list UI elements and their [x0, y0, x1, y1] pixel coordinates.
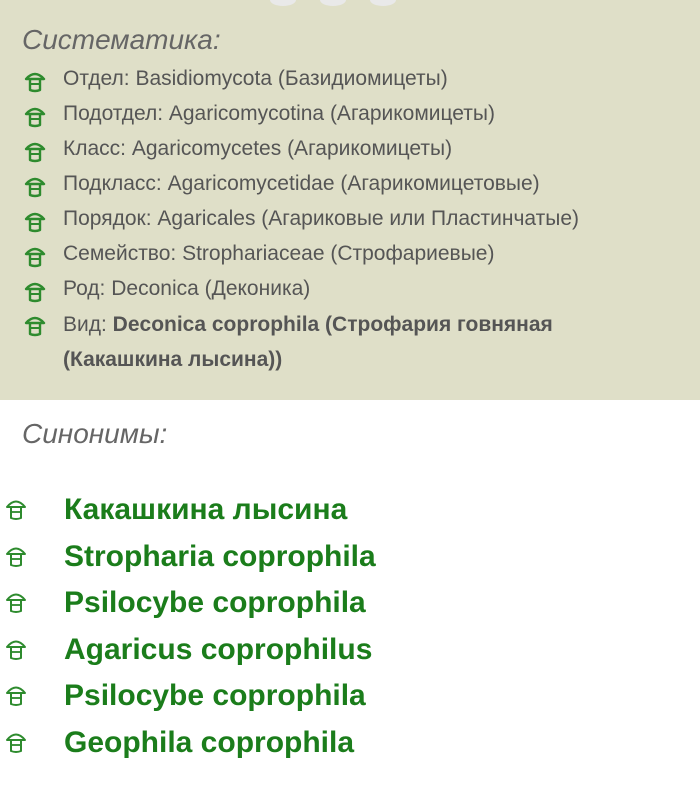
systematics-label: Подкласс:: [63, 172, 162, 195]
systematics-item-family: [0, 239, 700, 274]
synonym-name: Какашкина лысина: [64, 493, 348, 526]
systematics-panel: [0, 10, 700, 400]
systematics-value: Deconica (Деконика): [111, 277, 311, 300]
decorative-bump: [370, 0, 396, 6]
systematics-label: Подотдел:: [63, 102, 164, 125]
systematics-label: Класс:: [63, 137, 126, 160]
systematics-value: Agaricales (Агариковые или Пластинчатые): [157, 207, 579, 230]
synonyms-title: Синонимы:: [22, 418, 168, 449]
mushroom-icon: [24, 244, 46, 268]
systematics-item-subclass: [0, 169, 700, 204]
mushroom-icon: [24, 139, 46, 163]
synonym-item: [0, 630, 700, 677]
synonym-name: Geophila coprophila: [64, 725, 355, 759]
systematics-label: Семейство:: [63, 242, 177, 265]
mushroom-icon: [24, 209, 46, 233]
systematics-title: Систематика:: [22, 24, 221, 55]
mushroom-icon: [5, 589, 27, 615]
systematics-label: Порядок:: [63, 207, 152, 230]
systematics-value: Basidiomycota (Базидиомицеты): [135, 67, 448, 90]
mushroom-icon: [5, 729, 27, 755]
synonyms-list: [0, 490, 700, 769]
mushroom-icon: [5, 496, 27, 522]
synonym-item: [0, 583, 700, 630]
decorative-bump: [270, 0, 296, 6]
synonym-name: Stropharia coprophila: [64, 539, 376, 573]
systematics-value: Agaricomycetes (Агарикомицеты): [131, 137, 453, 160]
synonym-item: [0, 676, 700, 723]
systematics-item-genus: [0, 274, 700, 309]
systematics-item-division: [0, 64, 700, 99]
systematics-item-order: [0, 204, 700, 239]
decorative-bump: [320, 0, 346, 6]
mushroom-icon: [5, 543, 27, 569]
synonym-item: [0, 723, 700, 770]
systematics-value: Strophariaceae (Строфариевые): [182, 242, 495, 265]
mushroom-icon: [24, 279, 46, 303]
mushroom-icon: [24, 104, 46, 128]
synonym-name: Agaricus coprophilus: [64, 632, 373, 666]
mushroom-icon: [24, 313, 46, 337]
synonym-name: Psilocybe coprophila: [64, 586, 366, 619]
systematics-value: Deconica coprophila (Строфария говняная (Какашкина лысина)): [63, 313, 553, 371]
top-strip: [0, 0, 700, 10]
systematics-item-species: [0, 307, 663, 377]
mushroom-icon: [24, 69, 46, 93]
systematics-value: Agaricomycotina (Агарикомицеты): [168, 102, 495, 125]
synonym-item: [0, 490, 700, 537]
synonym-item: [0, 537, 700, 584]
systematics-item-class: [0, 134, 700, 169]
mushroom-icon: [5, 636, 27, 662]
mushroom-icon: [24, 174, 46, 198]
systematics-value: Agaricomycetidae (Агарикомицетовые): [167, 172, 540, 195]
systematics-label: Род:: [63, 277, 106, 300]
systematics-item-subdivision: [0, 99, 700, 134]
synonym-name: Psilocybe coprophila: [64, 679, 366, 712]
systematics-label: Вид:: [63, 313, 107, 336]
systematics-list: [0, 64, 700, 379]
systematics-label: Отдел:: [63, 67, 130, 90]
mushroom-icon: [5, 682, 27, 708]
